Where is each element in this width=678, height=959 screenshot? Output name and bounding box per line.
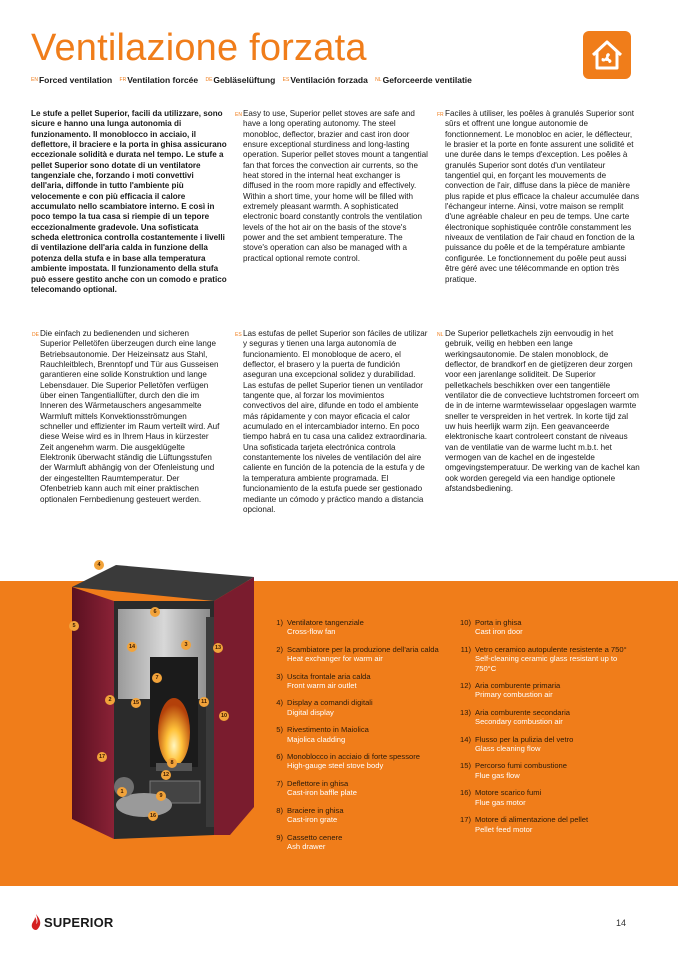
lang-tag: FR (437, 112, 444, 118)
callout-marker: 9 (156, 791, 166, 801)
callout-marker: 17 (98, 754, 106, 760)
legend-item: 11) Vetro ceramico autopulente resistente a 750° Self-cleaning ceramic glass resistant up to 750°C (460, 644, 627, 673)
legend-item: 1) Ventilatore tangenziale Cross-flow fan (276, 618, 364, 637)
brand-name: SUPERIOR (44, 915, 114, 930)
paragraph-en: Easy to use, Superior pellet stoves are safe and have a long operating autonomy. The steel monobloc, deflector, brazier and cast iron door ensure exceptional sturdiness and long-lasting operation. Superior pellet stoves mount a tangential fan that forces the convection air currents, so the heat stored in the internal heat exchanger is diffused in the room more rapidly and effectively. Within a short time, your home will be filled with extremely pleasant warmth. A sophisticated electronic board constantly controls the ventilation levels of the hot air on the basis of the stove's power and the set ambient temperature. The stove's operation can also be managed with a practical optional remote control. (243, 109, 428, 263)
callout-marker: 10 (220, 713, 228, 719)
legend-item: 12) Aria comburente primaria Primary combustion air (460, 681, 561, 700)
legend-item: 15) Percorso fumi combustione Flue gas flow (460, 761, 568, 780)
legend-item: 17) Motore di alimentazione del pellet Pellet feed motor (460, 815, 589, 834)
callout-marker: 14 (128, 644, 136, 650)
language-subtitles (31, 75, 477, 85)
callout-marker: 11 (199, 697, 209, 707)
legend-item: 9) Cassetto cenere Ash drawer (276, 832, 343, 851)
paragraph-it: Le stufe a pellet Superior, facili da utilizzare, sono sicure e hanno una lunga autonomia di funzionamento. Il monoblocco in acciaio, il deflettore, il braciere e la porta in ghisa assicurano eccezionale solidità e durata nel tempo. Le stufe a pellet Superior sono dotate di un ventilatore tangenziale che, forzando i moti convettivi dell'aria, diffonde in tutto l'ambiente più velocemente e con più efficacia il calore accumulato nello scambiatore interno. E così in poco tempo la tua casa si riempie di un tepore eccezionalmente gradevole. Una sofisticata scheda elettronica controlla costantemente i livelli di ventilazione dell'aria calda in funzione della potenza della stufa e in base alla temperatura ambiente impostata. Il funzionamento della stufa può essere gestito anche con un comodo e pratico telecomando optional. (31, 109, 227, 294)
stove-cutaway-illustration (58, 557, 254, 843)
text-french (437, 109, 640, 285)
legend-item: 10) Porta in ghisa Cast iron door (460, 618, 523, 637)
callout-marker: 4 (94, 560, 104, 570)
lang-tag: DE (32, 332, 39, 338)
paragraph-nl: De Superior pelletkachels zijn eenvoudig in het gebruik, veilig en hebben een lange werkingsautonomie. De stalen monoblock, de deflector, de brandkorf en de gietijzeren deur zorgen voor een jarenlange soliditeit. De Superior pelletkachels beschikken over een tangentiële ventilator die de convectieve luchtstromen forceert om de in de interne warmtewisselaar opgeslagen warmte sneller te verspreiden in het vertrek. In korte tijd zal uw huis heerlijk warm zijn. Een geavanceerde elektronische kaart controleert constant de niveaus van de ventilatie van de warme lucht m.b.t. het vermogen van de kachel en de ingestelde omgevingstemperatuur. De werking van de kachel kan ook worden geregeld via een handige optionele afstandsbediening. (445, 329, 640, 494)
subtitle-item: $^{EN}$Forced ventilation (31, 75, 113, 85)
text-english (235, 109, 428, 264)
paragraph-es: Las estufas de pellet Superior son fáciles de utilizar y seguras y tienen una larga autonomía de funcionamiento. El monobloque de acero, el deflector, el brasero y la puerta de fundición aseguran una excepcional solidez y durabilidad. Las estufas de pellet Superior tienen un ventilador tangente que, al forzar los movimientos convectivos del aire, difunde en todo el ambiente más rápidamente y con mayor eficacia el calor acumulado en el intercambiador interno. En poco tiempo habrá en tu casa una calidez extraordinaria. Una sofisticada tarjeta electrónica controla constantemente los niveles de ventilación del aire caliente en función de la potencia de la estufa y de la temperatura ambiente programada. El funcionamiento de la estufa puede ser gestionado mediante un cómodo y práctico mando a distancia opcional. (243, 329, 428, 514)
text-spanish (235, 329, 428, 515)
subtitle-item: $^{ES}$Ventilación forzada (282, 75, 368, 85)
legend-item: 3) Uscita frontale aria calda Front warm air outlet (276, 671, 371, 691)
callout-marker: 16 (149, 813, 157, 819)
lang-tag: EN (235, 112, 242, 118)
legend-item: 13) Aria comburente secondaria Secondary combustion air (460, 707, 570, 727)
callout-marker: 8 (167, 758, 177, 768)
callout-marker: 2 (105, 695, 115, 705)
callout-marker: 5 (69, 621, 79, 631)
legend-right (451, 618, 636, 834)
subtitle-item: $^{NL}$Geforceerde ventilatie (375, 75, 472, 85)
legend-item: 6) Monoblocco in acciaio di forte spessore High-gauge steel stove body (276, 752, 420, 771)
callout-marker: 12 (162, 772, 170, 778)
legend-item: 2) Scambiatore per la produzione dell'aria calda Heat exchanger for warm air (276, 644, 439, 664)
legend-item: 16) Motore scarico fumi Flue gas motor (460, 788, 542, 807)
brand-logo (31, 914, 114, 933)
paragraph-de: Die einfach zu bedienenden und sicheren Superior Pelletöfen überzeugen durch eine lange Betriebsautonomie. Der Heizeinsatz aus Stahl, Rauchleitblech, Brenntopf und Tür aus Gusseisen garantieren eine solide Konstruktion und lange Lebensdauer. Die Superior Pelletöfen verfügen über einen Tangentiallüfter, durch den die im Inneren des Wärmetauschers angesammelte Warmluft mittels Konvektionsströmungen schneller und effizienter im Raum verteilt wird. Auf diese Weise wird es in Ihrem Haus in kürzester Zeit angenehm warm. Die ausgeklügelte Elektronik überwacht ständig die Lüftungsstufen der Warmluft abhängig von der Ofenleistung und der eingestellten Raumtemperatur. Der Ofenbetrieb kann auch mit einer praktischen optionalen Fernbedienung gesteuert werden. (40, 329, 220, 504)
subtitle-item: $^{DE}$Gebläselüftung (205, 75, 276, 85)
callout-marker: 3 (181, 640, 191, 650)
house-fan-icon (583, 31, 631, 79)
callout-marker: 1 (117, 787, 127, 797)
callout-marker: 15 (132, 700, 140, 706)
callout-marker: 13 (214, 645, 222, 651)
paragraph-fr: Faciles à utiliser, les poêles à granulés Superior sont sûrs et offrent une longue autonomie de fonctionnement. Le monobloc en acier, le déflecteur, le brasier et la porte en fonte assurent une solidité et une durée dans le temps d'exception. Les poêles à granulés Superior sont dotés d'un ventilateur tangentiel qui, en forçant les mouvements de convection de l'air, diffuse dans la pièce de manière plus rapide et plus efficace la chaleur accumulée dans l'échangeur interne. Ainsi, votre maison se remplit d'une agréable chaleur en peu de temps. Une carte électronique sophistiquée contrôle constamment les niveaux de ventilation de l'air chaud en fonction de la puissance du poêle et de la température ambiante configurée. Le fonctionnement du poêle peut aussi être géré avec une télécommande en option très pratique. (445, 109, 640, 284)
callout-marker: 7 (152, 673, 162, 683)
lang-tag: ES (235, 332, 242, 338)
callout-marker: 6 (150, 607, 160, 617)
legend-item: 5) Rivestimento in Maiolica Majolica cladding (276, 725, 369, 744)
legend-item: 4) Display a comandi digitali Digital display (276, 698, 373, 717)
text-german (32, 329, 220, 505)
subtitle-item: $^{FR}$Ventilation forcée (119, 75, 199, 85)
flame-icon (31, 914, 41, 933)
legend-item: 8) Braciere in ghisa Cast-iron grate (276, 805, 344, 825)
page-title: Ventilazione forzata (31, 27, 367, 69)
legend-left (263, 618, 443, 851)
text-dutch (437, 329, 640, 495)
lang-tag: NL (437, 332, 444, 338)
text-italian (31, 109, 227, 295)
legend-item: 7) Deflettore in ghisa Cast-iron baffle plate (276, 778, 357, 798)
legend-item: 14) Flusso per la pulizia del vetro Glass cleaning flow (460, 734, 574, 754)
page-number: 14 (616, 918, 627, 928)
